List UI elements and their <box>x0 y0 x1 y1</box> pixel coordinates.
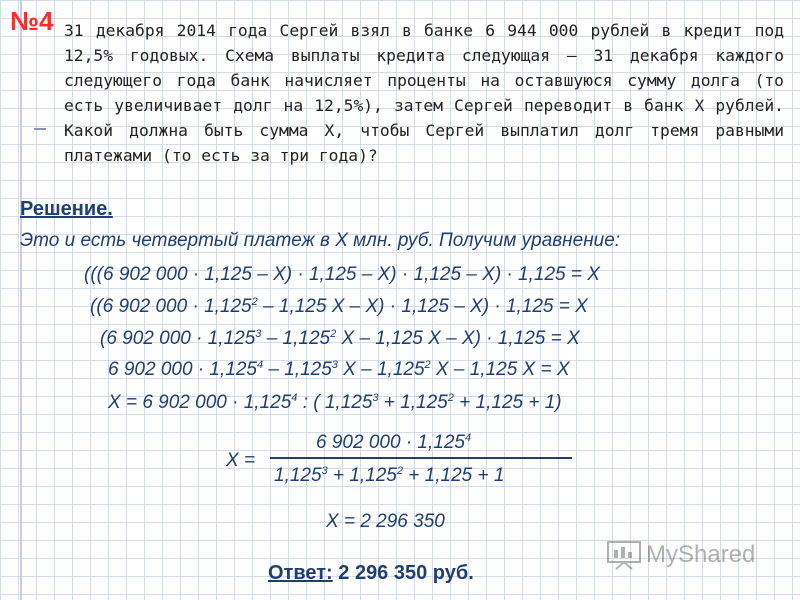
answer-label: Ответ: <box>268 562 333 584</box>
fraction-denominator: $1,125^3 + 1,125^2 + 1,125 + 1$ <box>274 465 505 486</box>
notebook-margin-line <box>20 0 22 600</box>
watermark-logo <box>606 536 766 576</box>
result-equation: X = 2 296 350 <box>326 511 445 532</box>
problem-statement: 31 декабря 2014 года Сергей взял в банке 6 944 000 рублей в кредит под 12,5% годовых. Схема выплаты кредита следующая – 31 декабря каждого следующего года банк начисляет проценты на оставшуюся сумму долга (то есть увеличивает долг на 12,5%), затем Сергей переводит в банк X рублей. Какой должна быть сумма X, чтобы Сергей выплатил долг тремя равными платежами (то есть за три года)? <box>64 21 784 165</box>
fraction-lhs: X = <box>226 450 256 471</box>
watermark-text: MyShared <box>646 541 756 568</box>
fraction-bar <box>270 457 572 459</box>
equation-3: (6 902 $000 \cdot 1,125^3 - 1,125^2$ X – 1,125 X – X) · 1,125 = X <box>100 328 580 349</box>
answer-line <box>268 562 474 585</box>
margin-tick-mark <box>34 128 46 130</box>
solution-heading: Решение. <box>20 198 113 220</box>
solution-intro: Это и есть четвертый платеж в X млн. руб. Получим уравнение: <box>20 230 621 251</box>
equation-1: (((6 902 000 · 1,125 – X) · 1,125 – X) · 1,125 – X) · 1,125 = X <box>84 264 600 285</box>
equation-4: 6 902 $000 \cdot 1,125^4 - 1,125^3$ X – 1,125$^2$ X – 1,125 X = X <box>108 359 570 380</box>
answer-value: 2 296 350 руб. <box>332 562 474 584</box>
problem-number-badge: №4 <box>10 6 54 36</box>
fraction-numerator: 6 902 $000 \cdot 1,125^4$ <box>316 432 472 453</box>
equation-5: X = 6 902 $000 \cdot 1,125^4$ : ( $1,125^3 + 1,125^2 + 1,125 + 1$) <box>108 392 562 413</box>
presentation-board-icon <box>606 540 642 570</box>
equation-2: ((6 902 $000 \cdot 1,125^2 - 1,125$ X – X) · 1,125 – X) · 1,125 = X <box>90 296 588 317</box>
